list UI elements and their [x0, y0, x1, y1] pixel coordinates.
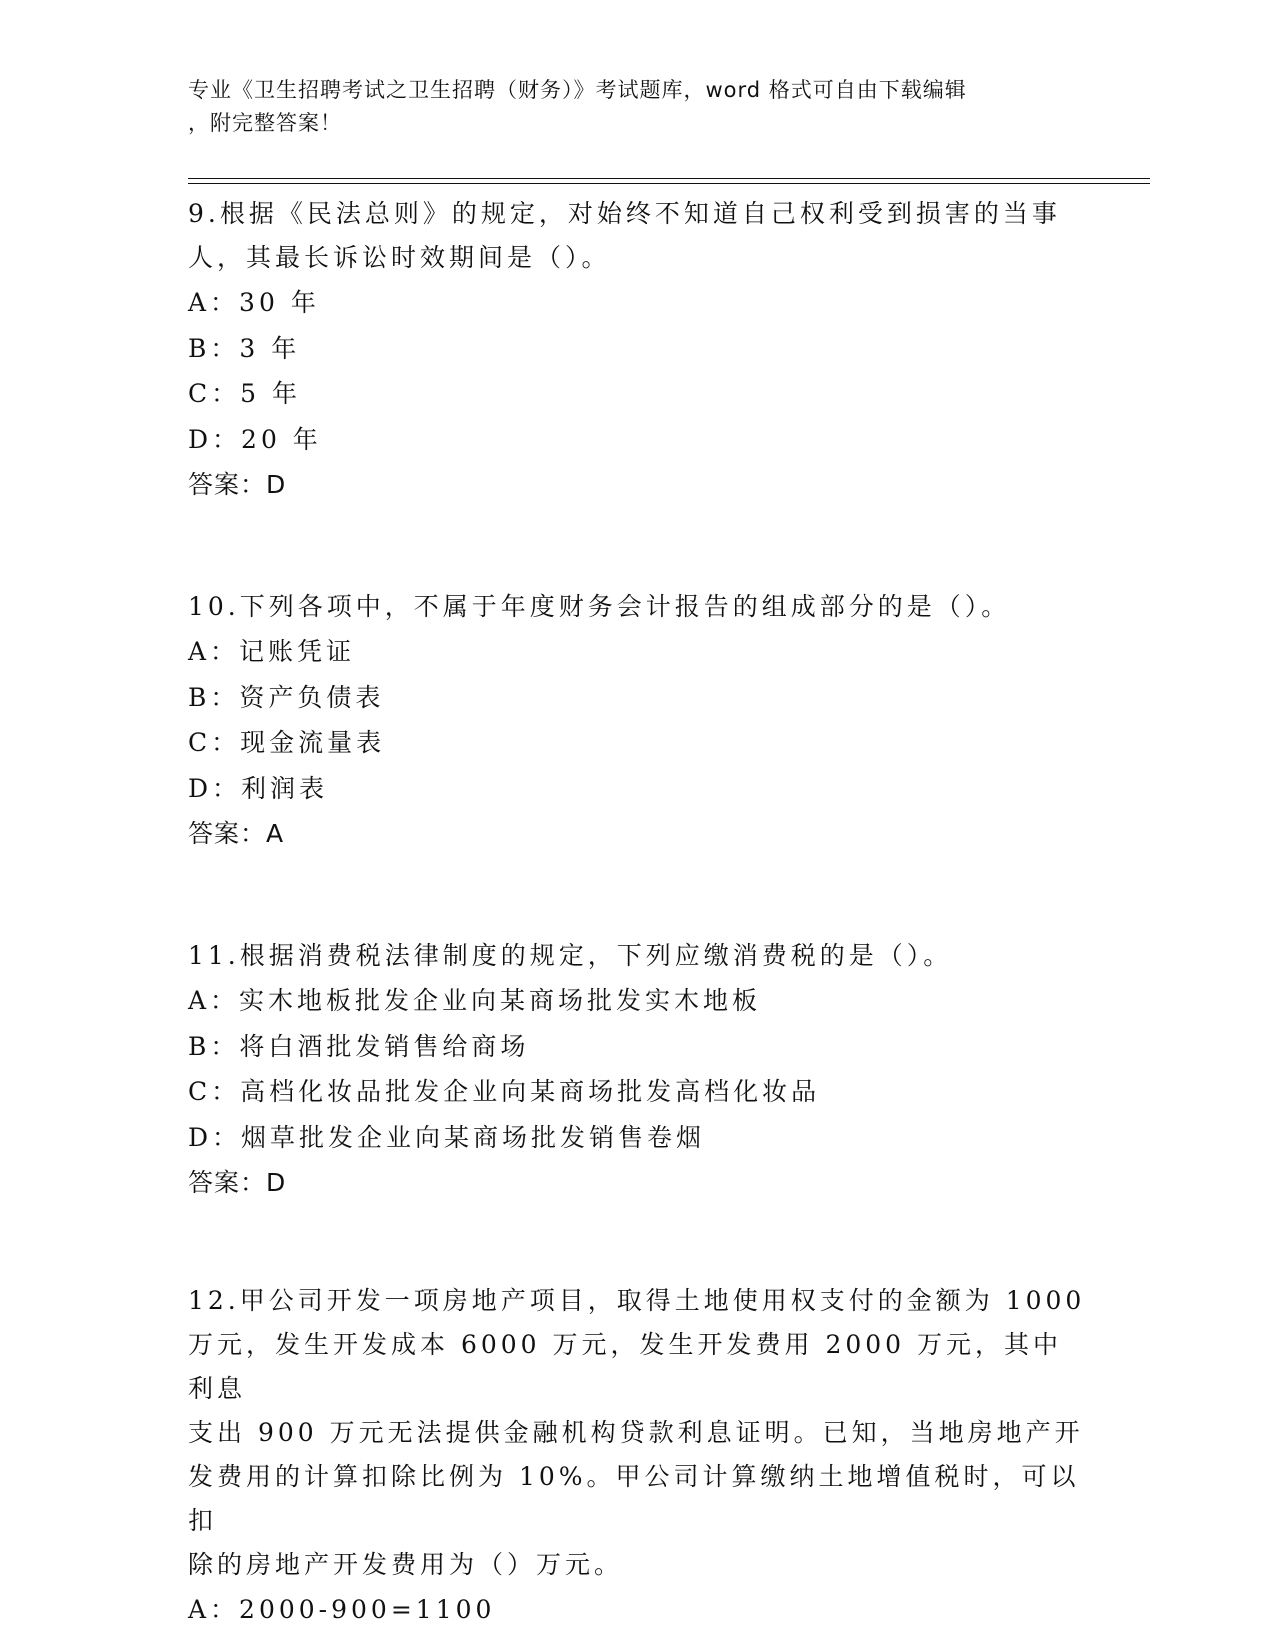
answer-label: 答案：D	[188, 470, 287, 499]
question-stem	[188, 934, 1088, 978]
question-stem-line: 万元，发生开发成本 6000 万元，发生开发费用 2000 万元，其中利息	[188, 1330, 1063, 1403]
option-c: C：现金流量表	[188, 728, 386, 757]
question-spacer	[188, 507, 1088, 581]
option-c: C：高档化妆品批发企业向某商场批发高档化妆品	[188, 1077, 821, 1106]
question-stem-line: 10.下列各项中，不属于年度财务会计报告的组成部分的是（）。	[188, 592, 1011, 621]
option-c: C：5 年	[188, 379, 301, 408]
question-stem-line: 除的房地产开发费用为（）万元。	[188, 1550, 624, 1579]
option-d: D：烟草批发企业向某商场批发销售卷烟	[188, 1122, 706, 1152]
header-divider-top	[188, 178, 1150, 179]
question-stem	[188, 192, 1088, 280]
header-title-line-2: ，附完整答案！	[188, 111, 342, 135]
question-stem-line: 人，其最长诉讼时效期间是（）。	[188, 243, 611, 272]
option-a: A：记账凭证	[188, 637, 356, 666]
option-b: B：3 年	[188, 333, 301, 363]
option-d: D：20 年	[188, 424, 322, 454]
question-stem-line: 12.甲公司开发一项房地产项目，取得土地使用权支付的金额为 1000	[188, 1286, 1086, 1315]
header-divider-bottom	[188, 183, 1150, 184]
question-stem-line: 支出 900 万元无法提供金融机构贷款利息证明。已知，当地房地产开	[188, 1418, 1084, 1447]
question-spacer	[188, 1205, 1088, 1275]
answer-label: 答案：A	[188, 819, 285, 848]
option-a: A：实木地板批发企业向某商场批发实木地板	[188, 986, 762, 1015]
option-b: B：将白酒批发销售给商场	[188, 1031, 530, 1061]
document-header	[188, 74, 1088, 140]
option-b: B：资产负债表	[188, 682, 385, 712]
question-spacer	[188, 856, 1088, 930]
option-a: A：2000-900=1100	[188, 1595, 496, 1624]
question-stem	[188, 585, 1088, 629]
question-stem	[188, 1279, 1088, 1587]
option-d: D：利润表	[188, 773, 329, 803]
answer-label: 答案：D	[188, 1168, 287, 1197]
question-10	[188, 585, 1088, 856]
option-a: A：30 年	[188, 288, 320, 317]
question-stem-line: 11.根据消费税法律制度的规定，下列应缴消费税的是（）。	[188, 941, 953, 970]
question-11	[188, 934, 1088, 1205]
question-stem-line: 9.根据《民法总则》的规定，对始终不知道自己权利受到损害的当事	[188, 199, 1061, 228]
question-12	[188, 1279, 1088, 1633]
question-9	[188, 192, 1088, 507]
question-stem-line: 发费用的计算扣除比例为 10%。甲公司计算缴纳土地增值税时，可以扣	[188, 1462, 1080, 1535]
header-title-line-1: 专业《卫生招聘考试之卫生招聘（财务）》考试题库，word 格式可自由下载编辑	[188, 78, 967, 102]
question-list	[188, 188, 1088, 1633]
